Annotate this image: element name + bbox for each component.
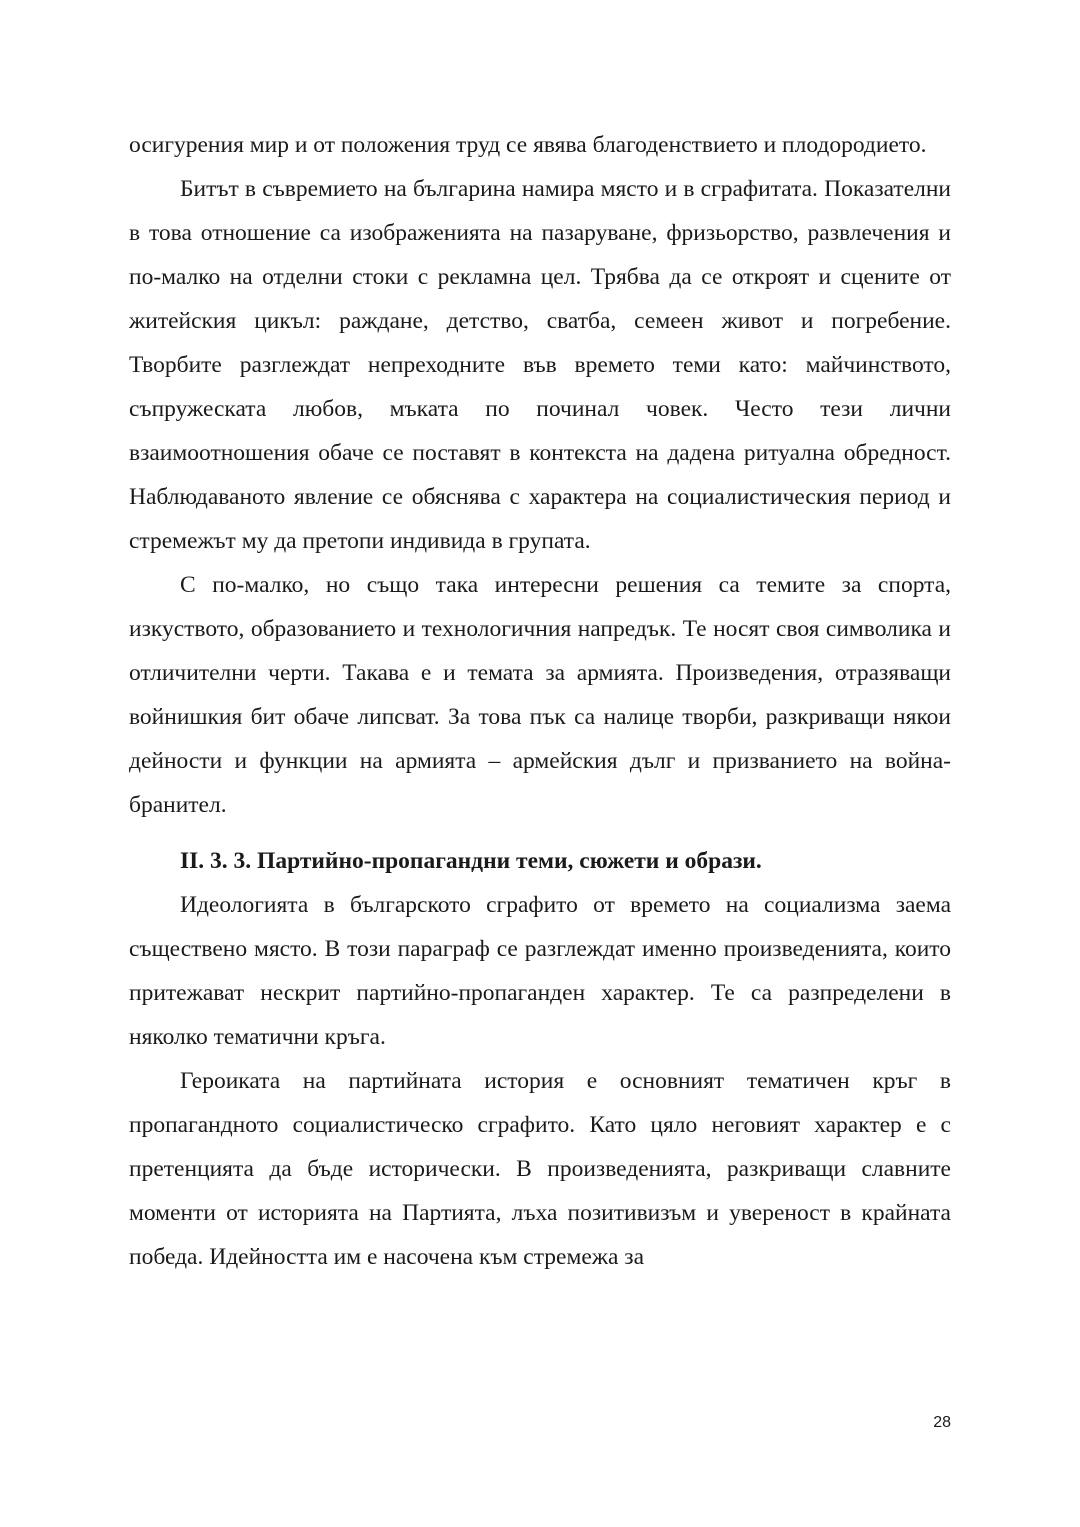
page-number: 28	[933, 1414, 951, 1431]
paragraph-ideology: Идеологията в българското сграфито от времето на социализма заема съществено място. В този параграф се разглеждат именно произведенията, които притежават нескрит партийно-пропаганден характер. Те са разпределени в няколко тематични кръга.	[129, 892, 951, 1050]
paragraph-continuation: осигурения мир и от положения труд се явява благоденствието и плодородието.	[129, 132, 927, 158]
section-heading: II. 3. 3. Партийно-пропагандни теми, сюжети и образи.	[180, 848, 762, 874]
paragraph-party-history: Героиката на партийната история е основният тематичен кръг в пропагандното социалистическо сграфито. Като цяло неговият характер е с претенцията да бъде исторически. В произведенията, разкриващи славните моменти от историята на Партията, лъха позитивизъм и увереност в крайната победа. Идейността им е насочена към стремежа за	[129, 1068, 951, 1270]
paragraph-sport-army: С по-малко, но също така интересни решения са темите за спорта, изкуството, образованието и технологичния напредък. Те носят своя символика и отличителни черти. Такава е и темата за армията. Произведения, отразяващи войнишкия бит обаче липсват. За това пък са налице творби, разкриващи някои дейности и функции на армията – армейския дълг и призванието на война-бранител.	[129, 572, 951, 818]
body-text	[129, 123, 951, 1279]
paragraph-daily-life: Битът в съвремието на българина намира място и в сграфитата. Показателни в това отношение са изображенията на пазаруване, фризьорство, развлечения и по-малко на отделни стоки с рекламна цел. Трябва да се откроят и сцените от житейския цикъл: раждане, детство, сватба, семеен живот и погребение. Творбите разглеждат непреходните във времето теми като: майчинството, съпружеската любов, мъката по починал човек. Често тези лични взаимоотношения обаче се поставят в контекста на дадена ритуална обредност. Наблюдаваното явление се обяснява с характера на социалистическия период и стремежът му да претопи индивида в групата.	[129, 176, 951, 554]
